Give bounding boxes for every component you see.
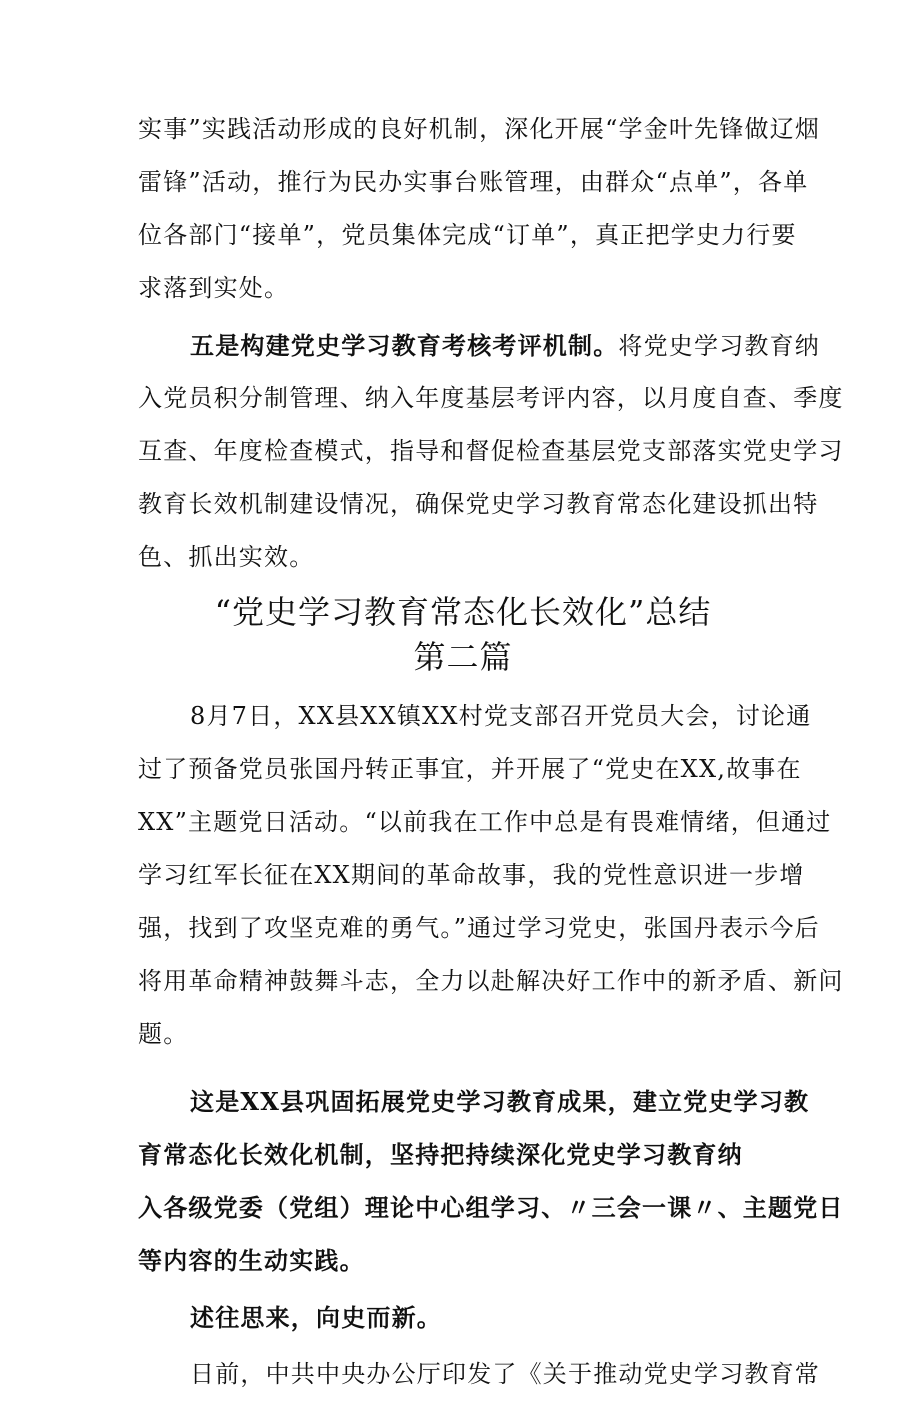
paragraph-3-line-6: 将用革命精神鼓舞斗志，全力以赴解决好工作中的新矛盾、新问 (138, 967, 844, 995)
paragraph-4-line-4: 等内容的生动实践。 (138, 1246, 365, 1275)
paragraph-4-line-1: 这是XX县巩固拓展党史学习教育成果，建立党史学习教 (190, 1087, 810, 1116)
paragraph-2-line-4: 教育长效机制建设情况，确保党史学习教育常态化建设抓出特 (138, 490, 819, 518)
paragraph-4-line-2: 育常态化长效化机制，坚持把持续深化党史学习教育纳 (138, 1140, 743, 1169)
paragraph-1-line-4: 求落到实处。 (138, 274, 290, 302)
paragraph-1-line-2: 雷锋”活动，推行为民办实事台账管理，由群众“点单”，各单 (138, 168, 809, 196)
document-page (138, 103, 844, 1401)
paragraph-3-line-2: 过了预备党员张国丹转正事宜，并开展了“党史在XX,故事在 (138, 755, 802, 783)
paragraph-3-line-5: 强，找到了攻坚克难的勇气。”通过学习党史，张国丹表示今后 (138, 914, 820, 942)
paragraph-6-line-1: 日前，中共中央办公厅印发了《关于推动党史学习教育常 (190, 1360, 820, 1388)
paragraph-3-line-3: XX”主题党日活动。“以前我在工作中总是有畏难情绪，但通过 (138, 808, 832, 836)
paragraph-1-line-3: 位各部门“接单”，党员集体完成“订单”，真正把学史力行要 (138, 221, 797, 249)
paragraph-3-line-4: 学习红军长征在XX期间的革命故事，我的党性意识进一步增 (138, 861, 805, 889)
paragraph-2-line-3: 互查、年度检查模式，指导和督促检查基层党支部落实党史学习 (138, 437, 844, 465)
paragraph-4-line-3: 入各级党委（党组）理论中心组学习、〃三会一课〃、主题党日 (138, 1193, 844, 1222)
paragraph-2-line-2: 入党员积分制管理、纳入年度基层考评内容，以月度自查、季度 (138, 384, 844, 412)
paragraph-2-heading: 五是构建党史学习教育考核考评机制。 (190, 331, 619, 360)
document-title: “党史学习教育常态化长效化”总结 (214, 593, 712, 631)
paragraph-3-line-7: 题。 (138, 1020, 189, 1048)
paragraph-2-line-5: 色、抓出实效。 (138, 543, 315, 571)
paragraph-1-line-1: 实事”实践活动形成的良好机制，深化开展“学金叶先锋做辽烟 (138, 115, 821, 143)
document-subtitle: 第二篇 (413, 638, 513, 676)
paragraph-2-line-1 (138, 319, 821, 372)
paragraph-3-line-1: 8月7日，XX县XX镇XX村党支部召开党员大会，讨论通 (190, 702, 812, 730)
paragraph-2-lead: 将党史学习教育纳 (618, 332, 821, 360)
paragraph-5: 述往思来，向史而新。 (190, 1303, 442, 1332)
